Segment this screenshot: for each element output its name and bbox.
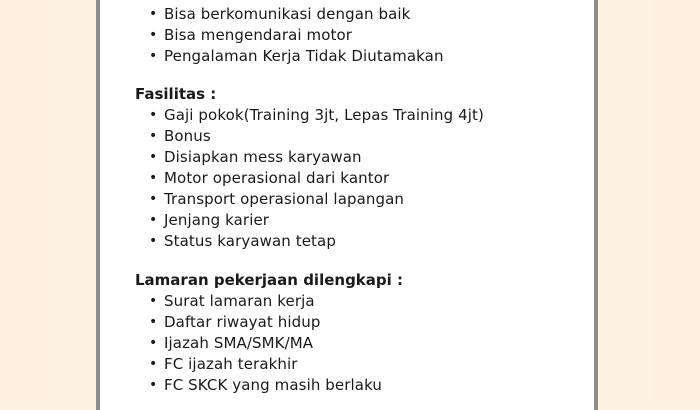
facilities-heading: Fasilitas : <box>135 85 217 103</box>
requirements-list <box>146 4 444 67</box>
list-item: • Bisa mengendarai motor <box>146 25 444 46</box>
facilities-list <box>146 105 484 252</box>
list-item: • Disiapkan mess karyawan <box>146 147 484 168</box>
list-item: • Pengalaman Kerja Tidak Diutamakan <box>146 46 444 67</box>
list-item: • FC SKCK yang masih berlaku <box>146 375 382 396</box>
application-heading: Lamaran pekerjaan dilengkapi : <box>135 271 404 289</box>
list-item: • FC ijazah terakhir <box>146 354 382 375</box>
left-background-band <box>0 0 46 400</box>
list-item: • Status karyawan tetap <box>146 231 484 252</box>
application-documents-list <box>146 291 382 396</box>
list-item: • Surat lamaran kerja <box>146 291 382 312</box>
right-background-band <box>652 0 700 400</box>
list-item: • Bisa berkomunikasi dengan baik <box>146 4 444 25</box>
list-item: • Daftar riwayat hidup <box>146 312 382 333</box>
list-item: • Transport operasional lapangan <box>146 189 484 210</box>
list-item: • Gaji pokok(Training 3jt, Lepas Training 4jt) <box>146 105 484 126</box>
list-item: • Jenjang karier <box>146 210 484 231</box>
list-item: • Ijazah SMA/SMK/MA <box>146 333 382 354</box>
list-item: • Motor operasional dari kantor <box>146 168 484 189</box>
list-item: • Bonus <box>146 126 484 147</box>
